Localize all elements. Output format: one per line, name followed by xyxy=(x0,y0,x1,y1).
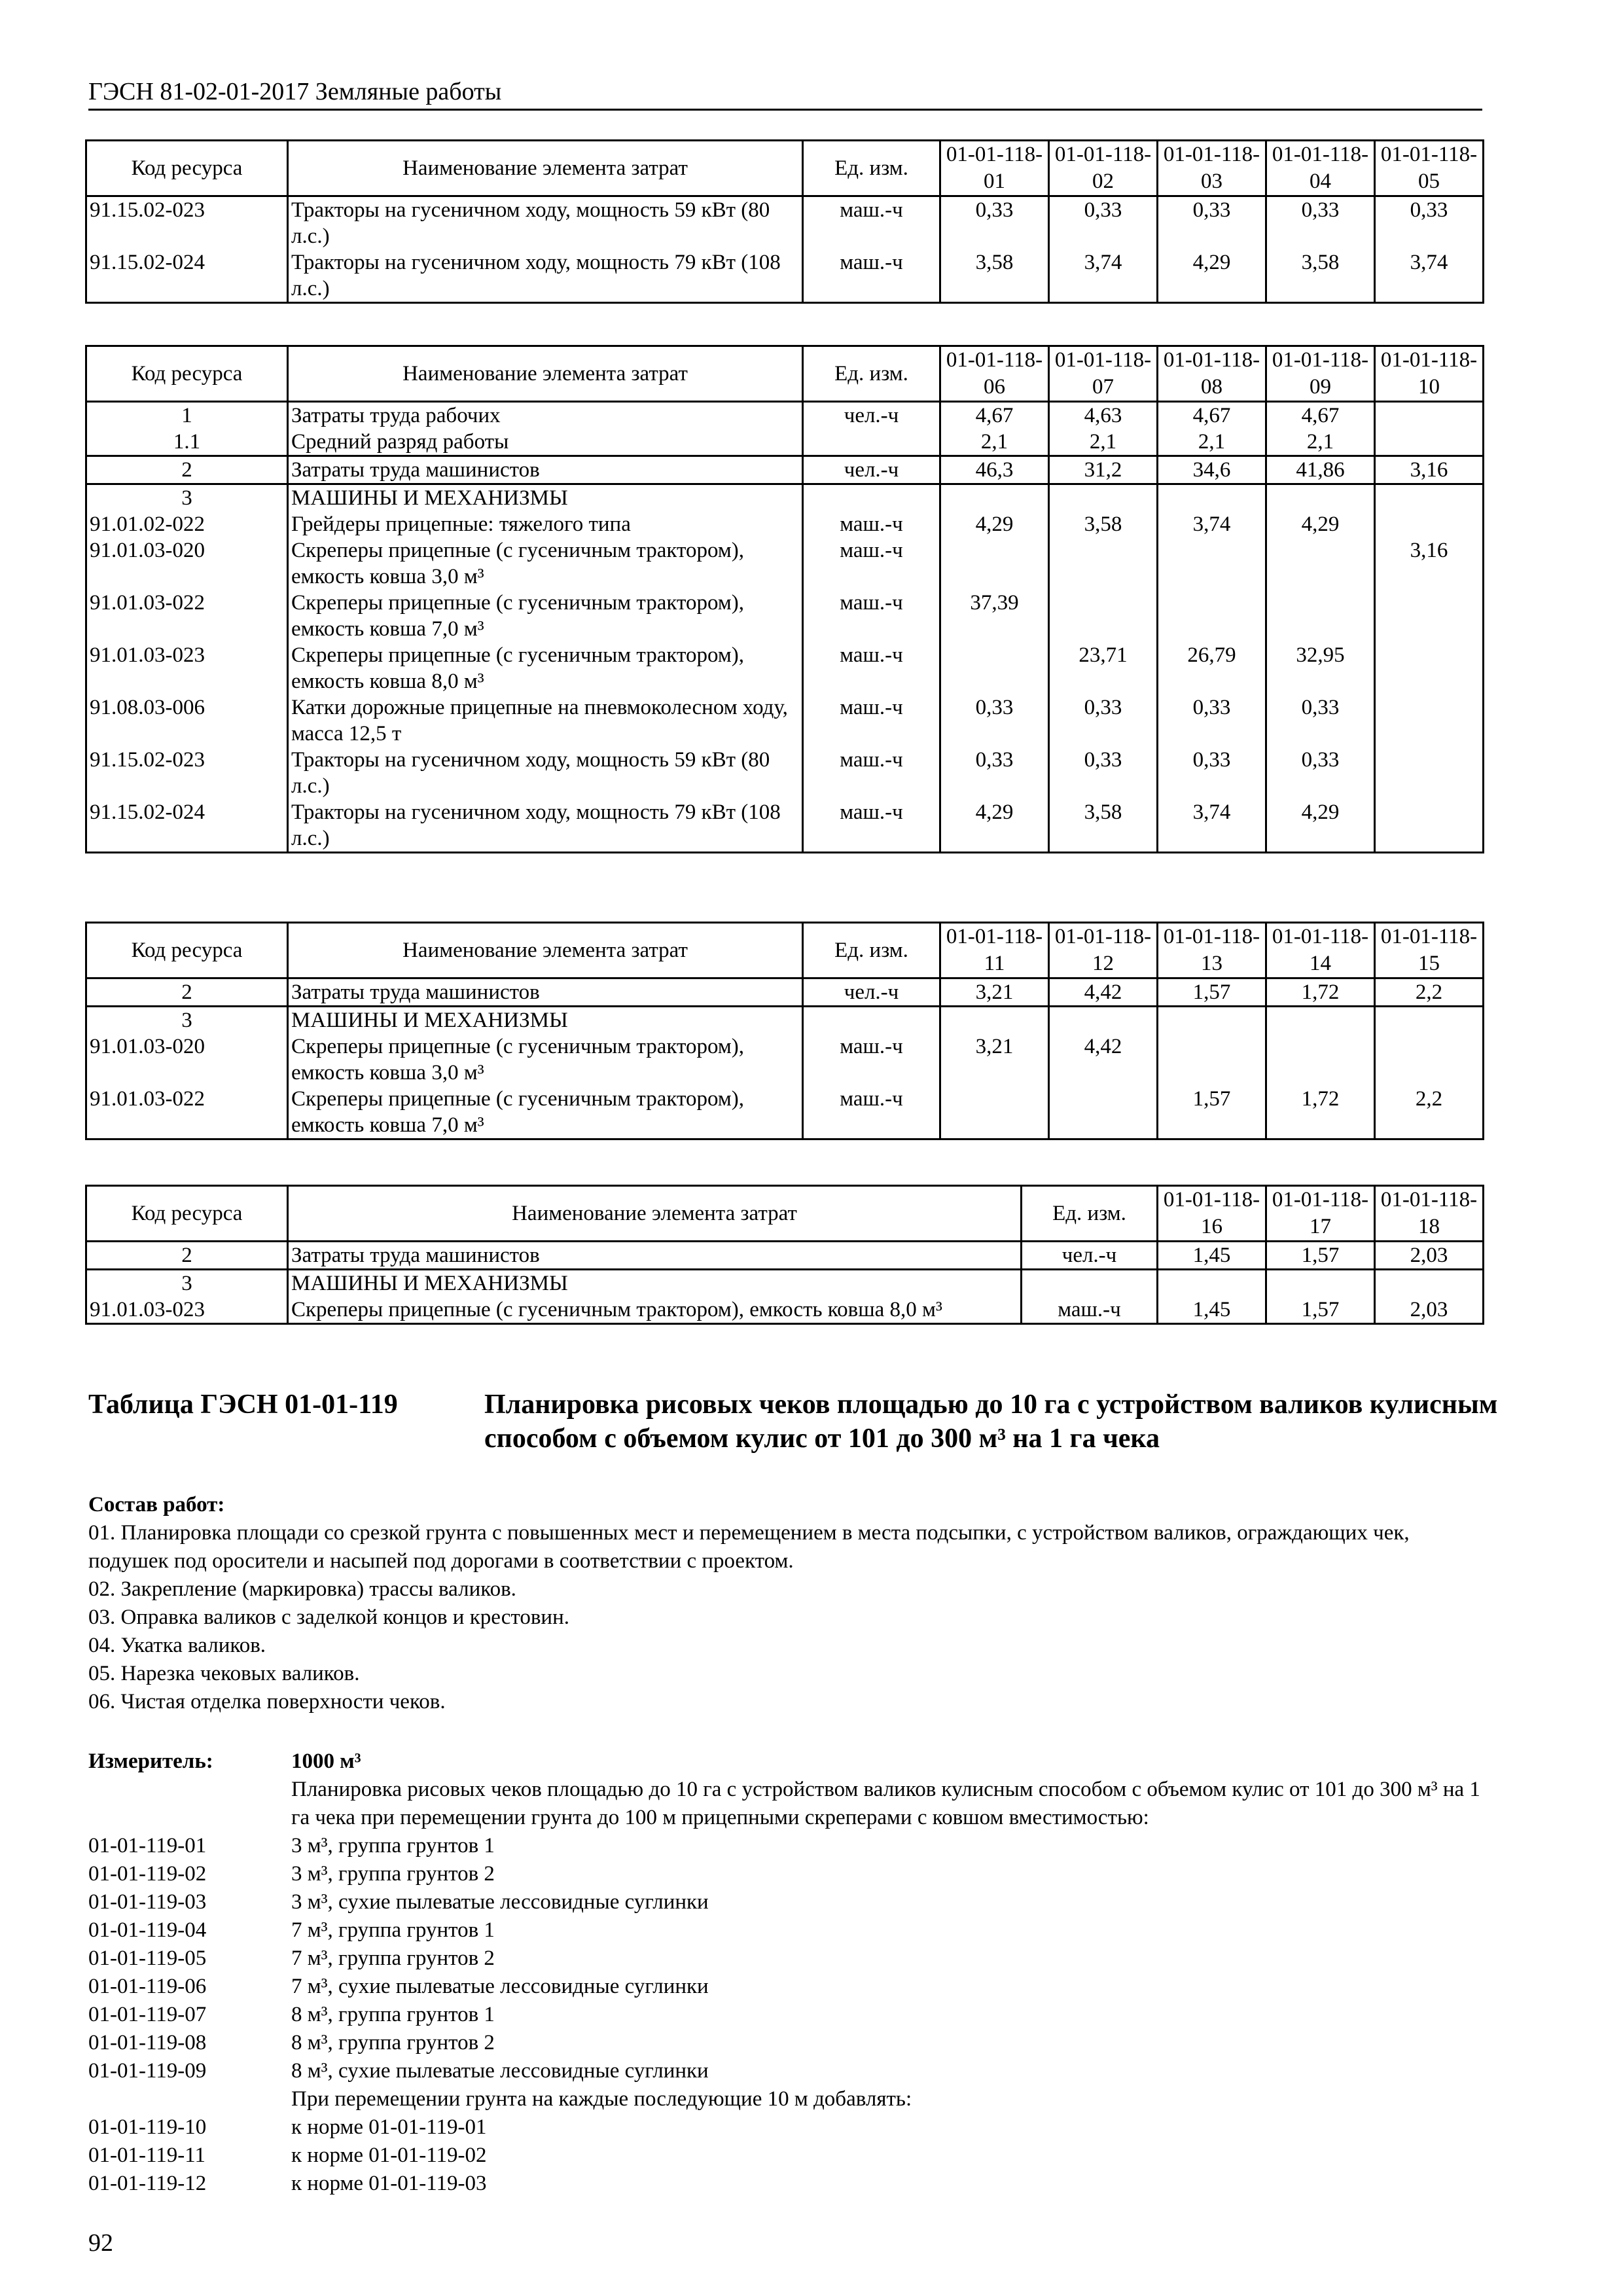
column-header: Код ресурса xyxy=(86,141,288,196)
resource-unit: маш.-ч xyxy=(803,1086,940,1139)
resource-unit: маш.-ч xyxy=(803,590,940,642)
norm-value xyxy=(1375,747,1484,799)
column-header: 01-01-118-09 xyxy=(1266,346,1375,402)
cost-table-2 xyxy=(85,345,1484,853)
norm-value: 2,2 xyxy=(1375,1086,1484,1139)
resource-code: 91.01.03-022 xyxy=(86,1086,288,1139)
column-header: 01-01-118-07 xyxy=(1049,346,1158,402)
norm-value: 4,42 xyxy=(1049,1033,1158,1086)
meter-entry xyxy=(88,2001,1495,2029)
entry-text: 3 м³, группа грунтов 1 xyxy=(291,1834,495,1857)
resource-name: Затраты труда машинистов xyxy=(288,456,803,484)
meter-additional-note: При перемещении грунта на каждые последующие 10 м добавлять: xyxy=(291,2087,912,2111)
entry-code: 01-01-119-09 xyxy=(88,2059,207,2083)
norm-value xyxy=(1375,590,1484,642)
entry-code: 01-01-119-11 xyxy=(88,2144,206,2167)
column-header: 01-01-118-08 xyxy=(1158,346,1266,402)
norm-value xyxy=(1375,402,1484,429)
resource-code: 91.01.03-023 xyxy=(86,642,288,694)
meter-entry xyxy=(88,1916,1495,1945)
column-header: 01-01-118-16 xyxy=(1158,1186,1266,1242)
meter-description: Планировка рисовых чеков площадью до 10 га с устройством валиков кулисным способом с объемом кулис от 101 до 300 м³ на 1 га чека при перемещении грунта до 100 м прицепными скреперами с ковшом вместимостью: xyxy=(291,1778,1480,1829)
cost-table-4 xyxy=(85,1185,1484,1325)
norm-value xyxy=(940,484,1049,512)
norm-value: 3,21 xyxy=(940,978,1049,1007)
norm-value xyxy=(940,537,1049,590)
norm-value: 3,58 xyxy=(1049,799,1158,853)
norm-value xyxy=(1266,1270,1375,1297)
table-row xyxy=(86,537,1484,590)
norm-value xyxy=(1375,1033,1484,1086)
norm-value: 3,74 xyxy=(1158,511,1266,537)
column-header: 01-01-118-15 xyxy=(1375,923,1484,978)
meter-entry xyxy=(88,1973,1495,2001)
resource-name: Скреперы прицепные (с гусеничным трактором), емкость ковша 8,0 м³ xyxy=(288,642,803,694)
column-header: 01-01-118-17 xyxy=(1266,1186,1375,1242)
norm-value: 0,33 xyxy=(1049,196,1158,250)
norm-value xyxy=(1049,537,1158,590)
norm-value: 2,03 xyxy=(1375,1242,1484,1270)
resource-name: Катки дорожные прицепные на пневмоколесном ходу, масса 12,5 т xyxy=(288,694,803,747)
entry-code: 01-01-119-07 xyxy=(88,2003,207,2026)
norm-value xyxy=(1158,484,1266,512)
resource-name: Затраты труда машинистов xyxy=(288,1242,1022,1270)
column-header: Ед. изм. xyxy=(803,346,940,402)
meter-label: Измеритель: xyxy=(88,1749,213,1773)
column-header: 01-01-118-10 xyxy=(1375,346,1484,402)
norm-value xyxy=(1375,1270,1484,1297)
norm-value xyxy=(940,642,1049,694)
norm-value: 0,33 xyxy=(1266,747,1375,799)
norm-value: 26,79 xyxy=(1158,642,1266,694)
meter-entry xyxy=(88,2113,1495,2142)
table-title-label: Таблица ГЭСН 01-01-119 xyxy=(88,1390,398,1420)
resource-code: 91.15.02-024 xyxy=(86,249,288,303)
norm-value: 3,58 xyxy=(940,249,1049,303)
norm-value xyxy=(940,1007,1049,1034)
resource-code: 2 xyxy=(86,456,288,484)
resource-name: Средний разряд работы xyxy=(288,429,803,456)
resource-code: 2 xyxy=(86,978,288,1007)
norm-value xyxy=(1266,590,1375,642)
column-header: 01-01-118-13 xyxy=(1158,923,1266,978)
column-header: Ед. изм. xyxy=(803,141,940,196)
table-row xyxy=(86,1297,1484,1324)
resource-name: Затраты труда машинистов xyxy=(288,978,803,1007)
norm-value: 37,39 xyxy=(940,590,1049,642)
table-header-row xyxy=(86,346,1484,402)
meter-entry xyxy=(88,1860,1495,1888)
norm-value xyxy=(1266,1033,1375,1086)
resource-code: 91.01.03-020 xyxy=(86,1033,288,1086)
table-row xyxy=(86,429,1484,456)
resource-unit: маш.-ч xyxy=(803,537,940,590)
norm-value xyxy=(1158,590,1266,642)
entry-text: 8 м³, группа грунтов 1 xyxy=(291,2003,495,2026)
meter-entry xyxy=(88,1832,1495,1860)
norm-value xyxy=(1049,590,1158,642)
table-header-row xyxy=(86,141,1484,196)
column-header: Наименование элемента затрат xyxy=(288,923,803,978)
resource-name: МАШИНЫ И МЕХАНИЗМЫ xyxy=(288,1007,803,1034)
table-row xyxy=(86,196,1484,250)
norm-value: 1,57 xyxy=(1158,1086,1266,1139)
resource-code: 91.15.02-023 xyxy=(86,747,288,799)
column-header: 01-01-118-18 xyxy=(1375,1186,1484,1242)
resource-code: 1 xyxy=(86,402,288,429)
meter-additional-entries xyxy=(88,2113,1495,2198)
resource-unit: чел.-ч xyxy=(803,402,940,429)
meter-entry xyxy=(88,1945,1495,1973)
norm-value xyxy=(940,1086,1049,1139)
norm-value: 0,33 xyxy=(1266,196,1375,250)
column-header: Код ресурса xyxy=(86,1186,288,1242)
norm-value: 2,1 xyxy=(1266,429,1375,456)
table-row xyxy=(86,484,1484,512)
norm-value: 4,29 xyxy=(940,511,1049,537)
table-row xyxy=(86,978,1484,1007)
column-header: Наименование элемента затрат xyxy=(288,346,803,402)
norm-value xyxy=(1375,694,1484,747)
resource-name: Скреперы прицепные (с гусеничным трактором), емкость ковша 3,0 м³ xyxy=(288,1033,803,1086)
meter-entry xyxy=(88,2057,1495,2085)
entry-code: 01-01-119-05 xyxy=(88,1946,207,1970)
norm-value: 3,74 xyxy=(1158,799,1266,853)
column-header: 01-01-118-01 xyxy=(940,141,1049,196)
norm-value: 4,29 xyxy=(940,799,1049,853)
resource-code: 91.01.02-022 xyxy=(86,511,288,537)
resource-code: 1.1 xyxy=(86,429,288,456)
resource-name: Тракторы на гусеничном ходу, мощность 59 кВт (80 л.с.) xyxy=(288,747,803,799)
column-header: 01-01-118-12 xyxy=(1049,923,1158,978)
table-row xyxy=(86,249,1484,303)
entry-text: 7 м³, группа грунтов 2 xyxy=(291,1946,495,1970)
resource-unit xyxy=(803,484,940,512)
table-row xyxy=(86,402,1484,429)
entry-code: 01-01-119-04 xyxy=(88,1918,207,1942)
resource-name: Грейдеры прицепные: тяжелого типа xyxy=(288,511,803,537)
norm-value: 0,33 xyxy=(1158,747,1266,799)
table-row xyxy=(86,799,1484,853)
entry-text: 3 м³, сухие пылеватые лессовидные суглинки xyxy=(291,1890,709,1914)
meter-entry xyxy=(88,2170,1495,2198)
entry-text: к норме 01-01-119-02 xyxy=(291,2144,487,2167)
resource-code: 3 xyxy=(86,484,288,512)
norm-value: 4,29 xyxy=(1158,249,1266,303)
norm-value: 0,33 xyxy=(1375,196,1484,250)
norm-value: 1,57 xyxy=(1158,978,1266,1007)
resource-code: 91.01.03-022 xyxy=(86,590,288,642)
resource-name: Скреперы прицепные (с гусеничным трактором), емкость ковша 7,0 м³ xyxy=(288,590,803,642)
norm-value xyxy=(1375,799,1484,853)
resource-code: 91.01.03-020 xyxy=(86,537,288,590)
entry-text: 7 м³, группа грунтов 1 xyxy=(291,1918,495,1942)
meter-entries xyxy=(88,1832,1495,2085)
resource-unit xyxy=(803,429,940,456)
norm-value: 2,2 xyxy=(1375,978,1484,1007)
table-row xyxy=(86,511,1484,537)
meter-unit: 1000 м³ xyxy=(291,1749,361,1773)
entry-text: 8 м³, сухие пылеватые лессовидные суглинки xyxy=(291,2059,709,2083)
page-number: 92 xyxy=(88,2229,113,2257)
works-item: 01. Планировка площади со срезкой грунта с повышенных мест и перемещением в места подсыпки, с устройством валиков, ограждающих чек, подушек под оросители и насыпей под дорогами в соответствии с проектом. xyxy=(88,1521,1410,1573)
resource-name: МАШИНЫ И МЕХАНИЗМЫ xyxy=(288,484,803,512)
works-item: 03. Оправка валиков с заделкой концов и крестовин. xyxy=(88,1605,570,1629)
table-row xyxy=(86,642,1484,694)
norm-value xyxy=(1049,1007,1158,1034)
norm-value: 0,33 xyxy=(940,747,1049,799)
norm-value: 1,57 xyxy=(1266,1242,1375,1270)
resource-name: Скреперы прицепные (с гусеничным трактором), емкость ковша 7,0 м³ xyxy=(288,1086,803,1139)
column-header: 01-01-118-02 xyxy=(1049,141,1158,196)
resource-name: Скреперы прицепные (с гусеничным трактором), емкость ковша 8,0 м³ xyxy=(288,1297,1022,1324)
table-row xyxy=(86,1086,1484,1139)
norm-value: 4,67 xyxy=(1266,402,1375,429)
resource-unit: чел.-ч xyxy=(803,978,940,1007)
norm-value: 0,33 xyxy=(1158,196,1266,250)
entry-code: 01-01-119-02 xyxy=(88,1862,207,1886)
table-row xyxy=(86,1242,1484,1270)
entry-code: 01-01-119-08 xyxy=(88,2031,207,2054)
norm-value: 0,33 xyxy=(1266,694,1375,747)
column-header: Ед. изм. xyxy=(803,923,940,978)
table-row xyxy=(86,694,1484,747)
column-header: 01-01-118-03 xyxy=(1158,141,1266,196)
resource-code: 2 xyxy=(86,1242,288,1270)
meter-section xyxy=(88,1748,1495,2198)
norm-value xyxy=(1375,511,1484,537)
works-item: 06. Чистая отделка поверхности чеков. xyxy=(88,1690,446,1713)
column-header: 01-01-118-04 xyxy=(1266,141,1375,196)
works-heading: Состав работ: xyxy=(88,1493,225,1516)
norm-value: 2,1 xyxy=(1049,429,1158,456)
resource-name: Тракторы на гусеничном ходу, мощность 59 кВт (80 л.с.) xyxy=(288,196,803,250)
norm-value xyxy=(1158,537,1266,590)
norm-value: 3,74 xyxy=(1375,249,1484,303)
norm-value: 4,63 xyxy=(1049,402,1158,429)
norm-value: 3,74 xyxy=(1049,249,1158,303)
norm-value: 2,03 xyxy=(1375,1297,1484,1324)
resource-code: 91.15.02-024 xyxy=(86,799,288,853)
table-row xyxy=(86,456,1484,484)
norm-value: 1,45 xyxy=(1158,1297,1266,1324)
norm-value: 0,33 xyxy=(1049,694,1158,747)
resource-unit: маш.-ч xyxy=(803,799,940,853)
norm-value xyxy=(1049,484,1158,512)
norm-value: 1,45 xyxy=(1158,1242,1266,1270)
column-header: Код ресурса xyxy=(86,923,288,978)
norm-value xyxy=(1266,484,1375,512)
norm-value: 1,57 xyxy=(1266,1297,1375,1324)
norm-value xyxy=(1158,1033,1266,1086)
norm-value xyxy=(1375,1007,1484,1034)
header-rule xyxy=(88,109,1482,111)
column-header: Код ресурса xyxy=(86,346,288,402)
norm-value: 23,71 xyxy=(1049,642,1158,694)
norm-value: 3,58 xyxy=(1049,511,1158,537)
works-item: 05. Нарезка чековых валиков. xyxy=(88,1662,360,1685)
meter-entry xyxy=(88,2142,1495,2170)
resource-unit: маш.-ч xyxy=(803,249,940,303)
norm-value: 3,16 xyxy=(1375,456,1484,484)
norm-value: 3,21 xyxy=(940,1033,1049,1086)
entry-text: к норме 01-01-119-01 xyxy=(291,2115,487,2139)
table-header-row xyxy=(86,923,1484,978)
table-row xyxy=(86,1033,1484,1086)
norm-value: 34,6 xyxy=(1158,456,1266,484)
norm-value: 2,1 xyxy=(940,429,1049,456)
cost-table-1 xyxy=(85,139,1484,304)
resource-unit xyxy=(803,1007,940,1034)
entry-code: 01-01-119-01 xyxy=(88,1834,207,1857)
norm-value: 4,67 xyxy=(940,402,1049,429)
norm-value: 1,72 xyxy=(1266,1086,1375,1139)
norm-value: 4,42 xyxy=(1049,978,1158,1007)
column-header: 01-01-118-05 xyxy=(1375,141,1484,196)
entry-code: 01-01-119-10 xyxy=(88,2115,207,2139)
norm-value xyxy=(1375,642,1484,694)
resource-code: 91.01.03-023 xyxy=(86,1297,288,1324)
norm-value: 4,29 xyxy=(1266,511,1375,537)
meter-entry xyxy=(88,2029,1495,2057)
norm-value xyxy=(1049,1086,1158,1139)
norm-value: 3,16 xyxy=(1375,537,1484,590)
norm-value: 4,29 xyxy=(1266,799,1375,853)
resource-unit: маш.-ч xyxy=(1022,1297,1158,1324)
norm-value: 0,33 xyxy=(940,196,1049,250)
resource-unit: чел.-ч xyxy=(1022,1242,1158,1270)
resource-unit: чел.-ч xyxy=(803,456,940,484)
norm-value: 32,95 xyxy=(1266,642,1375,694)
entry-code: 01-01-119-03 xyxy=(88,1890,207,1914)
resource-unit: маш.-ч xyxy=(803,642,940,694)
column-header: Наименование элемента затрат xyxy=(288,141,803,196)
works-item: 04. Укатка валиков. xyxy=(88,1634,266,1657)
resource-unit: маш.-ч xyxy=(803,747,940,799)
resource-code: 91.15.02-023 xyxy=(86,196,288,250)
norm-value: 31,2 xyxy=(1049,456,1158,484)
running-head: ГЭСН 81-02-01-2017 Земляные работы xyxy=(88,78,502,105)
entry-text: к норме 01-01-119-03 xyxy=(291,2172,487,2195)
entry-code: 01-01-119-06 xyxy=(88,1975,207,1998)
entry-text: 8 м³, группа грунтов 2 xyxy=(291,2031,495,2054)
works-item: 02. Закрепление (маркировка) трассы валиков. xyxy=(88,1577,516,1601)
norm-value xyxy=(1158,1270,1266,1297)
table-row xyxy=(86,1007,1484,1034)
resource-unit: маш.-ч xyxy=(803,511,940,537)
column-header: 01-01-118-11 xyxy=(940,923,1049,978)
norm-value xyxy=(1375,484,1484,512)
norm-value: 3,58 xyxy=(1266,249,1375,303)
norm-value: 46,3 xyxy=(940,456,1049,484)
norm-value: 4,67 xyxy=(1158,402,1266,429)
table-header-row xyxy=(86,1186,1484,1242)
resource-name: Тракторы на гусеничном ходу, мощность 79 кВт (108 л.с.) xyxy=(288,799,803,853)
resource-name: МАШИНЫ И МЕХАНИЗМЫ xyxy=(288,1270,1022,1297)
resource-name: Скреперы прицепные (с гусеничным трактором), емкость ковша 3,0 м³ xyxy=(288,537,803,590)
norm-value xyxy=(1375,429,1484,456)
resource-unit xyxy=(1022,1270,1158,1297)
norm-value: 0,33 xyxy=(940,694,1049,747)
norm-value: 0,33 xyxy=(1158,694,1266,747)
entry-code: 01-01-119-12 xyxy=(88,2172,207,2195)
resource-code: 91.08.03-006 xyxy=(86,694,288,747)
entry-text: 7 м³, сухие пылеватые лессовидные суглинки xyxy=(291,1975,709,1998)
column-header: 01-01-118-14 xyxy=(1266,923,1375,978)
norm-value: 41,86 xyxy=(1266,456,1375,484)
norm-value: 0,33 xyxy=(1049,747,1158,799)
norm-value: 2,1 xyxy=(1158,429,1266,456)
resource-name: Тракторы на гусеничном ходу, мощность 79 кВт (108 л.с.) xyxy=(288,249,803,303)
meter-entry xyxy=(88,1888,1495,1916)
resource-code: 3 xyxy=(86,1007,288,1034)
norm-value xyxy=(1266,1007,1375,1034)
column-header: Наименование элемента затрат xyxy=(288,1186,1022,1242)
column-header: Ед. изм. xyxy=(1022,1186,1158,1242)
resource-unit: маш.-ч xyxy=(803,196,940,250)
table-title-text: Планировка рисовых чеков площадью до 10 га с устройством валиков кулисным способом с объемом кулис от 101 до 300 м³ на 1 га чека xyxy=(484,1390,1498,1454)
table-row xyxy=(86,1270,1484,1297)
resource-unit: маш.-ч xyxy=(803,1033,940,1086)
cost-table-3 xyxy=(85,922,1484,1140)
column-header: 01-01-118-06 xyxy=(940,346,1049,402)
table-row xyxy=(86,747,1484,799)
table-row xyxy=(86,590,1484,642)
norm-value xyxy=(1158,1007,1266,1034)
norm-value: 1,72 xyxy=(1266,978,1375,1007)
entry-text: 3 м³, группа грунтов 2 xyxy=(291,1862,495,1886)
works-list xyxy=(88,1519,1489,1716)
resource-name: Затраты труда рабочих xyxy=(288,402,803,429)
works-composition xyxy=(88,1491,1489,1716)
resource-code: 3 xyxy=(86,1270,288,1297)
norm-value xyxy=(1266,537,1375,590)
resource-unit: маш.-ч xyxy=(803,694,940,747)
